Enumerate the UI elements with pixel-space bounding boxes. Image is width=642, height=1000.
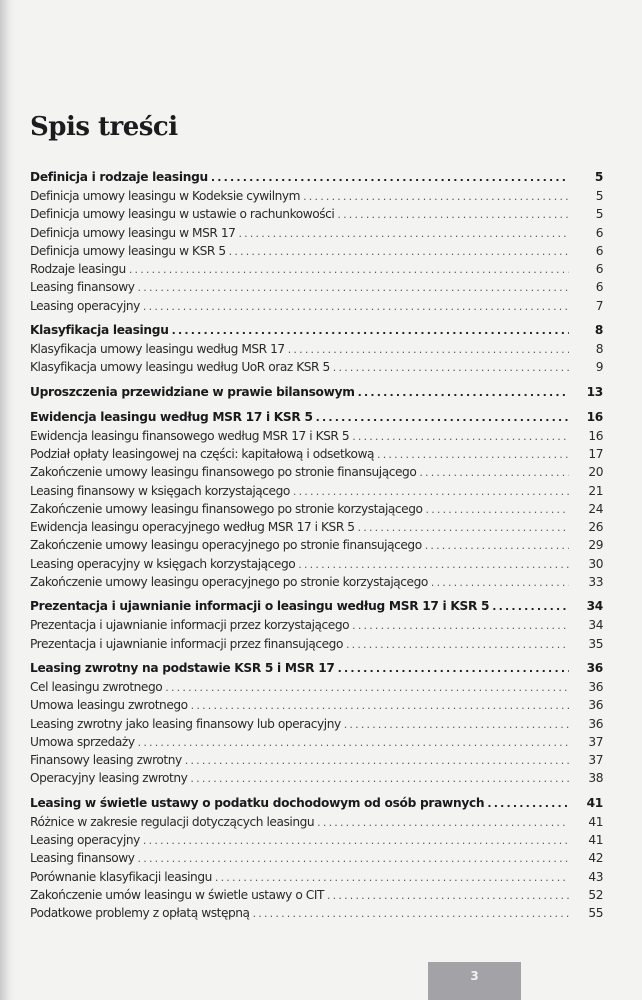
toc-entry[interactable] <box>30 187 603 205</box>
toc-entry[interactable] <box>30 224 603 242</box>
toc-entry-title: Definicja umowy leasingu w MSR 17 <box>30 225 236 240</box>
dot-leader <box>215 869 569 887</box>
toc-entry-page: 38 <box>588 771 603 786</box>
toc-entry-title: Klasyfikacja umowy leasingu według MSR 17 <box>30 342 285 357</box>
dot-leader <box>211 168 569 188</box>
toc-entry-page: 5 <box>595 189 603 203</box>
toc-entry-title: Rodzaje leasingu <box>30 262 126 277</box>
toc-entry[interactable] <box>30 868 603 886</box>
dot-leader <box>165 679 569 697</box>
toc-entry-page: 36 <box>588 716 603 731</box>
toc-entry-title: Leasing finansowy <box>30 280 135 295</box>
toc-entry[interactable] <box>30 297 603 315</box>
toc-chapter-page: 8 <box>594 323 603 338</box>
toc-chapter-title: Klasyfikacja leasingu <box>30 323 169 338</box>
toc-entry-title: Klasyfikacja umowy leasingu według UoR oraz KSR 5 <box>30 360 330 375</box>
toc-entry[interactable] <box>30 635 603 653</box>
toc-chapter-title: Uproszczenia przewidziane w prawie bilansowym <box>30 384 355 399</box>
dot-leader <box>352 428 569 446</box>
toc-entry-page: 33 <box>588 575 603 590</box>
toc-entry-page: 52 <box>588 887 603 902</box>
dot-leader <box>431 574 569 592</box>
toc-entry-page: 41 <box>588 814 603 829</box>
toc-entry[interactable] <box>30 427 603 445</box>
dot-leader <box>138 850 569 868</box>
toc-entry-page: 42 <box>588 851 603 866</box>
toc-entry-page: 6 <box>595 243 603 258</box>
toc-entry-page: 43 <box>588 869 603 884</box>
toc-entry-page: 8 <box>595 342 603 357</box>
dot-leader <box>344 716 569 734</box>
toc-entry-title: Finansowy leasing zwrotny <box>30 753 182 768</box>
dot-leader <box>238 225 569 243</box>
toc-entry[interactable] <box>30 733 603 751</box>
page-title: Spis treści <box>30 112 178 142</box>
toc-entry-page: 37 <box>588 734 603 749</box>
toc-entry[interactable] <box>30 573 603 591</box>
toc-entry-title: Zakończenie umowy leasingu operacyjnego po stronie finansującego <box>30 538 422 553</box>
toc-entry-page: 26 <box>588 520 603 535</box>
dot-leader <box>338 659 569 679</box>
toc-entry-title: Ewidencja leasingu finansowego według MSR 17 i KSR 5 <box>30 428 350 443</box>
dot-leader <box>138 279 569 297</box>
toc-entry-title: Różnice w zakresie regulacji dotyczących leasingu <box>30 814 315 829</box>
toc-entry-title: Zakończenie umowy leasingu operacyjnego po stronie korzystającego <box>30 575 428 590</box>
toc-section <box>30 596 603 653</box>
dot-leader <box>327 887 569 905</box>
toc-entry-page: 5 <box>595 207 603 222</box>
toc-section <box>30 320 603 377</box>
toc-entry-title: Leasing operacyjny <box>30 298 140 313</box>
dot-leader <box>253 905 569 923</box>
dot-leader <box>358 519 569 537</box>
dot-leader <box>138 734 569 752</box>
toc-entry[interactable] <box>30 904 603 922</box>
toc-chapter[interactable] <box>30 658 603 678</box>
toc-entry[interactable] <box>30 518 603 536</box>
toc-entry[interactable] <box>30 500 603 518</box>
toc-entry-title: Zakończenie umowy leasingu finansowego po stronie korzystającego <box>30 501 423 516</box>
toc-entry[interactable] <box>30 813 603 831</box>
toc-section <box>30 382 603 402</box>
toc-chapter[interactable] <box>30 320 603 340</box>
dot-leader <box>229 243 569 261</box>
toc-entry[interactable] <box>30 769 603 787</box>
toc-entry[interactable] <box>30 751 603 769</box>
toc-entry-title: Ewidencja leasingu operacyjnego według MSR 17 i KSR 5 <box>30 520 355 535</box>
toc-entry[interactable] <box>30 482 603 500</box>
toc-entry[interactable] <box>30 696 603 714</box>
toc-entry-page: 20 <box>588 465 603 480</box>
toc-entry-title: Umowa sprzedaży <box>30 734 135 749</box>
toc-entry[interactable] <box>30 445 603 463</box>
toc-entry-page: 36 <box>588 679 603 694</box>
toc-entry[interactable] <box>30 340 603 358</box>
toc-entry-page: 6 <box>595 225 603 240</box>
toc-entry-title: Leasing operacyjny <box>30 833 140 848</box>
dot-leader <box>298 556 569 574</box>
toc-entry[interactable] <box>30 358 603 376</box>
toc-entry-page: 9 <box>595 360 603 375</box>
toc-entry[interactable] <box>30 536 603 554</box>
toc-chapter-page: 5 <box>594 170 603 184</box>
toc-entry[interactable] <box>30 886 603 904</box>
toc-entry[interactable] <box>30 205 603 223</box>
toc-chapter-title: Ewidencja leasingu według MSR 17 i KSR 5 <box>30 409 313 424</box>
table-of-contents <box>30 167 603 928</box>
toc-entry-page: 37 <box>588 753 603 768</box>
toc-entry-title: Podział opłaty leasingowej na części: kapitałową i odsetkową <box>30 446 375 461</box>
toc-entry-page: 29 <box>588 538 603 553</box>
dot-leader <box>377 446 569 464</box>
dot-leader <box>293 483 569 501</box>
toc-entry-title: Zakończenie umów leasingu w świetle ustawy o CIT <box>30 887 324 902</box>
dot-leader <box>303 188 569 206</box>
toc-entry[interactable] <box>30 849 603 867</box>
page-edge-shadow <box>0 0 14 1000</box>
dot-leader <box>492 597 569 617</box>
dot-leader <box>190 770 569 788</box>
dot-leader <box>426 501 569 519</box>
dot-leader <box>316 408 569 428</box>
toc-chapter-page: 36 <box>586 660 603 675</box>
toc-entry-title: Leasing zwrotny jako leasing finansowy lub operacyjny <box>30 716 341 731</box>
toc-chapter[interactable] <box>30 596 603 616</box>
toc-entry[interactable] <box>30 260 603 278</box>
toc-entry-title: Leasing finansowy <box>30 851 135 866</box>
dot-leader <box>143 298 569 316</box>
toc-chapter[interactable] <box>30 793 603 813</box>
toc-section <box>30 793 603 923</box>
toc-entry-title: Zakończenie umowy leasingu finansowego po stronie finansującego <box>30 465 417 480</box>
toc-entry-title: Prezentacja i ujawnianie informacji przez finansującego <box>30 636 343 651</box>
dot-leader <box>333 359 569 377</box>
dot-leader <box>288 341 569 359</box>
toc-entry[interactable] <box>30 242 603 260</box>
toc-entry-title: Operacyjny leasing zwrotny <box>30 771 188 786</box>
dot-leader <box>185 752 569 770</box>
toc-chapter-title: Prezentacja i ujawnianie informacji o leasingu według MSR 17 i KSR 5 <box>30 599 490 614</box>
toc-chapter[interactable] <box>30 167 603 187</box>
toc-entry-page: 41 <box>588 833 603 848</box>
toc-entry[interactable] <box>30 678 603 696</box>
toc-entry-page: 6 <box>595 262 603 277</box>
toc-entry[interactable] <box>30 831 603 849</box>
toc-entry-title: Prezentacja i ujawnianie informacji przez korzystającego <box>30 618 350 633</box>
dot-leader <box>352 617 569 635</box>
toc-entry-page: 21 <box>588 483 603 498</box>
toc-entry-title: Porównanie klasyfikacji leasingu <box>30 869 212 884</box>
toc-entry-page: 36 <box>588 698 603 713</box>
dot-leader <box>143 832 569 850</box>
toc-chapter[interactable] <box>30 382 603 402</box>
toc-entry-title: Umowa leasingu zwrotnego <box>30 698 188 713</box>
toc-entry-page: 16 <box>588 428 603 443</box>
toc-entry[interactable] <box>30 555 603 573</box>
toc-chapter-title: Leasing zwrotny na podstawie KSR 5 i MSR 17 <box>30 660 335 675</box>
dot-leader <box>317 814 569 832</box>
dot-leader <box>172 321 569 341</box>
toc-entry-page: 55 <box>588 906 603 921</box>
dot-leader <box>487 794 569 814</box>
toc-entry[interactable] <box>30 463 603 481</box>
toc-chapter-page: 34 <box>586 599 603 614</box>
dot-leader <box>191 697 569 715</box>
toc-entry[interactable] <box>30 278 603 296</box>
toc-chapter-page: 13 <box>586 384 603 399</box>
page-number-box <box>428 962 521 1000</box>
toc-chapter[interactable] <box>30 407 603 427</box>
toc-entry-title: Podatkowe problemy z opłatą wstępną <box>30 906 250 921</box>
toc-entry-title: Definicja umowy leasingu w ustawie o rachunkowości <box>30 207 335 222</box>
toc-chapter-title: Definicja i rodzaje leasingu <box>30 170 208 184</box>
toc-entry-title: Definicja umowy leasingu w Kodeksie cywilnym <box>30 189 301 203</box>
toc-entry-page: 6 <box>595 280 603 295</box>
dot-leader <box>346 636 569 654</box>
toc-entry-title: Leasing finansowy w księgach korzystającego <box>30 483 290 498</box>
toc-section <box>30 658 603 788</box>
toc-entry-page: 35 <box>588 636 603 651</box>
toc-entry-page: 7 <box>595 298 603 313</box>
toc-entry-title: Leasing operacyjny w księgach korzystającego <box>30 556 296 571</box>
page-number: 3 <box>470 969 479 983</box>
toc-chapter-title: Leasing w świetle ustawy o podatku dochodowym od osób prawnych <box>30 795 485 810</box>
toc-entry[interactable] <box>30 715 603 733</box>
toc-section <box>30 407 603 592</box>
toc-chapter-page: 16 <box>586 409 603 424</box>
toc-entry-page: 34 <box>588 618 603 633</box>
toc-entry-page: 24 <box>588 501 603 516</box>
toc-entry-page: 30 <box>588 556 603 571</box>
dot-leader <box>419 464 569 482</box>
toc-entry-page: 17 <box>588 446 603 461</box>
toc-entry[interactable] <box>30 616 603 634</box>
dot-leader <box>129 261 569 279</box>
dot-leader <box>425 537 569 555</box>
toc-entry-title: Cel leasingu zwrotnego <box>30 679 163 694</box>
toc-chapter-page: 41 <box>586 795 603 810</box>
toc-section <box>30 167 603 315</box>
dot-leader <box>337 206 569 224</box>
toc-entry-title: Definicja umowy leasingu w KSR 5 <box>30 243 226 258</box>
dot-leader <box>358 383 569 403</box>
